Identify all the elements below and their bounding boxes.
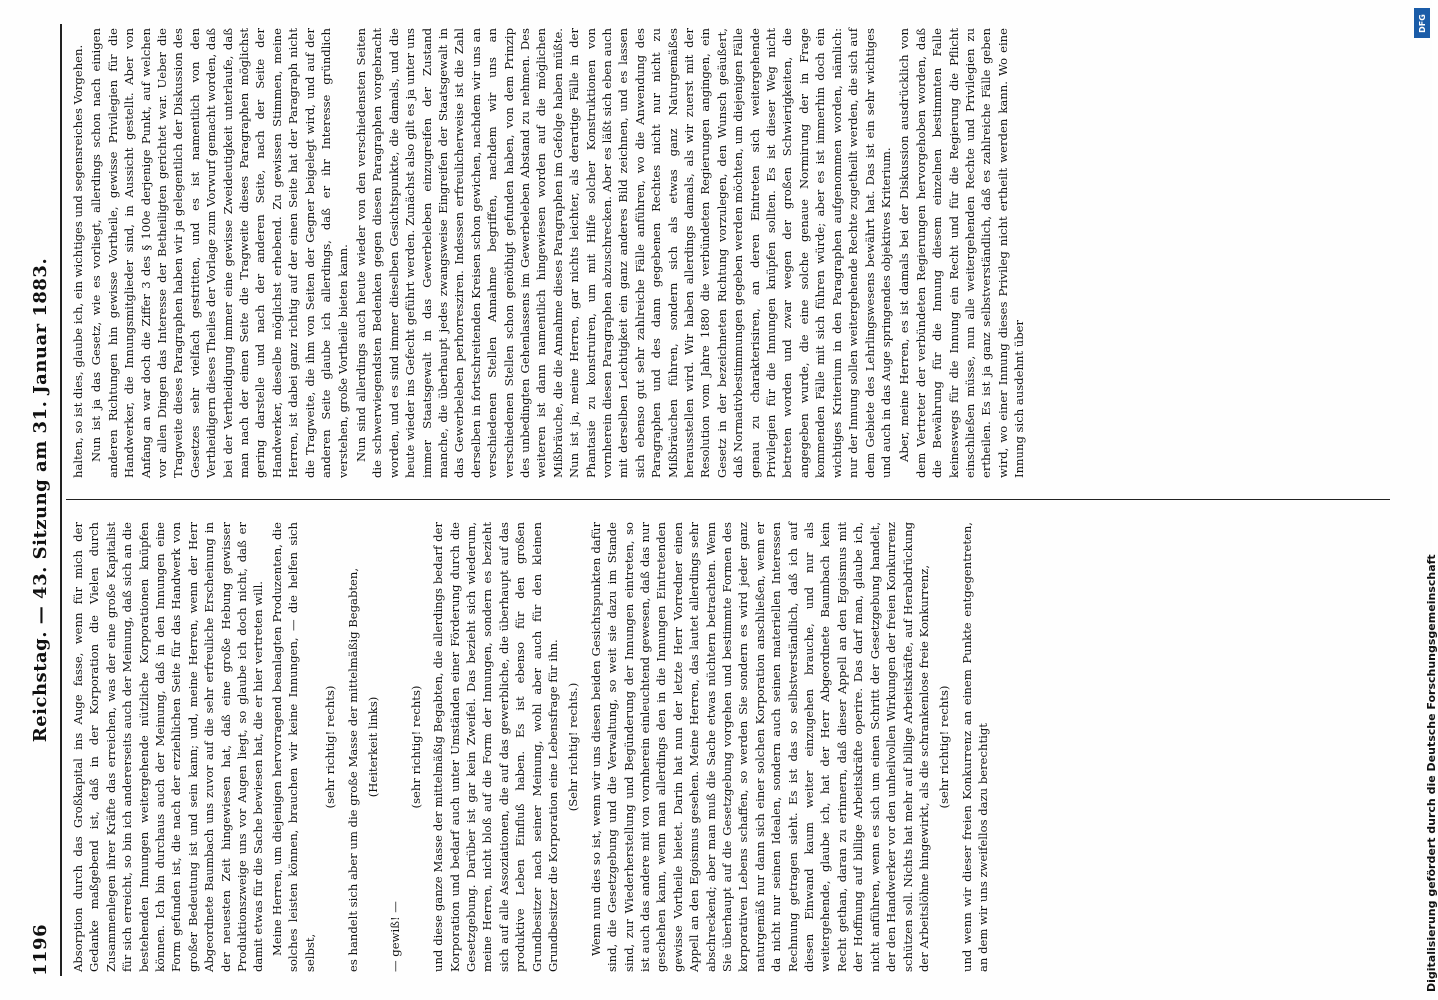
paragraph: halten, so ist dies, glaube ich, ein wichtiges und segensreiches Vorgehen.	[71, 44, 85, 478]
header-title: Reichstag. — 43. Sitzung am 31. Januar 1883.	[30, 257, 51, 743]
interjection: (sehr richtig! rechts)	[937, 685, 952, 809]
interjection: (Sehr richtig! rechts.)	[566, 682, 581, 812]
paragraph: und diese ganze Masse der mittelmäßig Begabten, die allerdings bedarf der Korporation und bedarf auch unter Umständen einer Förderung durch die Gesetzgebung. Darüber ist gar kein Zweifel. Das bezieht sich wiederum, meine Herren, nicht bloß auf die Form der Innungen, sondern es bezieht sich auf alle Assoziationen, die auf das gewerbliche, die überhaupt auf das produktive Leben Einfluß haben. Es ist ebenso für den großen Grundbesitzer nach seiner Meinung, wohl aber auch für den kleinen Grundbesitzer die Korporation eine Lebensfrage für ihn.	[431, 522, 560, 972]
header-rule	[60, 24, 62, 976]
paragraph: und wenn wir dieser freien Konkurrenz an einem Punkte entgegentreten, an dem wir uns zweifellos dazu berechtigt	[959, 522, 991, 972]
dfg-logo: DFG	[1414, 8, 1430, 38]
paragraph: — gewiß! —	[388, 901, 403, 972]
running-header	[22, 24, 62, 976]
paragraph: Nun sind allerdings auch heute wieder von den verschiedensten Seiten die schwerwiegendsten Bedenken gegen diesen Paragraphen vorgebracht worden, und es sind immer dieselben Gesichtspunkte, die damals, und die heute wieder ins Gefecht geführt werden. Zunächst also gilt es ja unter uns immer Staatsgewalt in das Gewerbeleben einzugreifen der Zustand manche, die überhaupt jedes zwangsweise Eingreifen der Staatsgewalt in das Gewerbeleben perhorresziren. Indessen erfreulicherweise ist die Zahl derselben in fortschreitenden Kreisen schon gewichen, nachdem wir uns an verschiedenen Stellen Annahme begriffen, nachdem wir uns an verschiedenen Stellen schon genöthigt gefunden haben, von dem Prinzip des unbedingten Gehenlassens im Gewerbeleben Abstand zu nehmen. Des weiteren ist dann namentlich hingewiesen worden auf die möglichen Mißbräuche, die die Annahme dieses Paragraphen im Gefolge haben müßte. Nun ist ja, meine Herren, gar nichts leichter, als derartige Fälle in der Phantasie zu konstruiren, um mit Hilfe solcher Konstruktionen von vornherein diesen Paragraphen abzuschrecken. Aber es läßt sich eben auch mit derselben Leichtigkeit ein ganz anderes Bild zeichnen, und es lassen sich ebenso gut sehr zahlreiche Fälle anführen, wo die Anwendung des Paragraphen und des dann gegebenen Rechtes nicht nur nicht zu Mißbräuchen führen, sondern sich als etwas ganz Naturgemäßes herausstellen wird. Wir haben allerdings damals, als wir zuerst mit der Resolution vom Jahre 1880 die verbündeten Regierungen angingen, ein Gesetz in der bezeichneten Richtung vorzulegen, den Wunsch geäußert, daß Normativbestimmungen gegeben werden möchten, um diejenigen Fälle genau zu charakterisiren, an deren Eintreten sich weitergehende Privilegien für die Innungen knüpfen sollten. Es ist dieser Weg nicht betreten worden und zwar wegen der großen Schwierigkeiten, die angegeben wurde, die eine solche genaue Normirung der in Frage kommenden Fälle mit sich führen würde; aber es ist immerhin doch ein wichtiges Kriterium in den Paragraphen aufgenommen worden, nämlich: nur der Innung sollen weitergehende Rechte zugetheilt werden, die sich auf dem Gebiete des Lehrlingswesens bewährt hat. Das ist ein sehr wichtiges und auch in das Auge springendes objektives Kriterium.	[353, 28, 893, 478]
paragraph: es handelt sich aber um die große Masse der mittelmäßig Begabten,	[345, 567, 360, 972]
page-number: 1196	[30, 923, 51, 976]
interjection: (sehr richtig! rechts)	[408, 685, 423, 809]
paragraph: Absorption durch das Großkapital ins Auge fasse, wenn für mich der Gedanke maßgebend ist, daß in der Korporation die Vielen durch Zusammenlegen ihrer Kräfte das erreichen, was der eine große Kapitalist für sich erreicht, so bin ich andererseits auch der Meinung, daß sich an die bestehenden Innungen weitergehende nützliche Korporationen knüpfen können. Ich bin durchaus auch der Meinung, daß in den Innungen eine Form gefunden ist, die nach der erziehlichen Seite für das Handwerk von großer Bedeutung ist und sein kann; und, meine Herren, wenn der Herr Abgeordnete Baumbach uns zuvor auf die sehr erfreuliche Erscheinung in der neuesten Zeit hingewiesen hat, daß eine große Hebung gewisser Produktionszweige uns vor Augen liegt, so glaube ich doch nicht, daß er damit etwas für die Sache bewiesen hat, die er hier vertreten will.	[71, 522, 266, 972]
left-column	[70, 522, 1390, 972]
right-column	[70, 28, 1390, 478]
digitization-credit: Digitalisierung gefördert durch die Deutsche Forschungsgemeinschaft	[1425, 554, 1438, 992]
paragraph: Wenn nun dies so ist, wenn wir uns diesen beiden Gesichtspunkten dafür sind, die Gesetzgebung und die Verwaltung, so weit sie dazu im Stande sind, zur Wiederherstellung und Begünderung der Innungen eintreten, so ist auch das andere mit von vornherein einleuchtend gewesen, daß das nur geschehen kann, wenn man allerdings den in die Innungen Eintretenden gewisse Vortheile bietet. Darin hat nun der letzte Herr Vorredner einen Appell an den Egoismus gesehen. Meine Herren, das lautet allerdings sehr abschreckend; aber man muß die Sache etwas nüchtern betrachten. Wenn Sie überhaupt auf die Gesetzgebung vorgehen und bestimmte Formen des korporativen Lebens schaffen, so werden Sie sondern es wird jeder ganz naturgemäß nur dann sich einer solchen Korporation anschließen, wenn er da nicht nur seinen Idealen, sondern auch seinen materiellen Interessen Rechnung getragen sieht. Es ist das so selbstverständlich, daß ich auf diesen Einwand kaum weiter einzugehen brauche, und nur als weitergehende, glaube ich, hat der Herr Abgeordnete Baumbach kein Recht gethan, daran zu erinnern, daß dieser Appell an den Egoismus mit der Hoffnung auf billige Arbeitskräfte operire. Das darf man, glaube ich, nicht anführen, wenn es sich um einen Schritt der Gesetzgebung handelt, der den Handwerker vor den unheilvollen Wirkungen der freien Konkurrenz schützen soll. Nichts hat mehr auf billige Arbeitskräfte, auf Herabdrückung der Arbeitslöhne hingewirkt, als die schrankenlose freie Konkurrenz,	[588, 522, 931, 972]
paragraph: Nun ist ja das Gesetz, wie es vorliegt, allerdings schon nach einigen anderen Richtungen hin gewisse Vortheile, gewisse Privilegien für die Handwerker, die Innungsmitglieder sind, in Aussicht gestellt. Aber von Anfang an war doch die Ziffer 3 des § 100e derjenige Punkt, auf welchen vor allen Dingen das Interesse der Betheiligten gerichtet war. Ueber die Tragweite dieses Paragraphen haben wir ja gelegentlich der Diskussion des Gesetzes sehr vielfach gestritten, und es ist namentlich von den Vertheidigern dieses Theiles der Vorlage zum Vorwurf gemacht worden, daß bei der Vertheidigung immer eine gewisse Zweideutigkeit unterlaufe, daß man nach der einen Seite die Tragweite dieses Paragraphen möglichst gering darstelle und nach der anderen Seite, nach der Seite der Handwerker, dieselbe möglichst erhebend. Zu gewissen Stimmen, meine Herren, ist dabei ganz richtig auf der einen Seite hat der Paragraph nicht die Tragweite, die ihm von Seiten der Gegner beigelegt wird, und auf der anderen Seite glaube ich allerdings, daß er ihr Interesse gründlich verstehen, große Vortheile bieten kann.	[89, 28, 350, 478]
column-rule	[66, 499, 1390, 500]
interjection: (sehr richtig! rechts)	[323, 685, 338, 809]
paragraph: Aber, meine Herren, es ist damals bei der Diskussion ausdrücklich von dem Vertreter der verbündeten Regierungen hervorgehoben worden, daß die Bewährung für die Innung diesem einzelnen bestimmten Falle keineswegs für die Innung ein Recht und für die Regierung die Pflicht einschließen müsse, nun alle weitergehenden Rechte und Privilegien zu ertheilen. Es ist ja ganz selbstverständlich, daß es zahlreiche Fälle geben wird, wo einer Innung dieses Privileg nicht ertheilt werden kann. Wo eine Innung sich ausdehnt über	[897, 28, 1027, 478]
paragraph: Meine Herren, um diejenigen hervorragend beanlagten Produzenten, die solches leisten können, brauchen wir keine Innungen, — die helfen sich selbst,	[269, 522, 317, 972]
interjection: (Heiterkeit links)	[365, 696, 380, 798]
